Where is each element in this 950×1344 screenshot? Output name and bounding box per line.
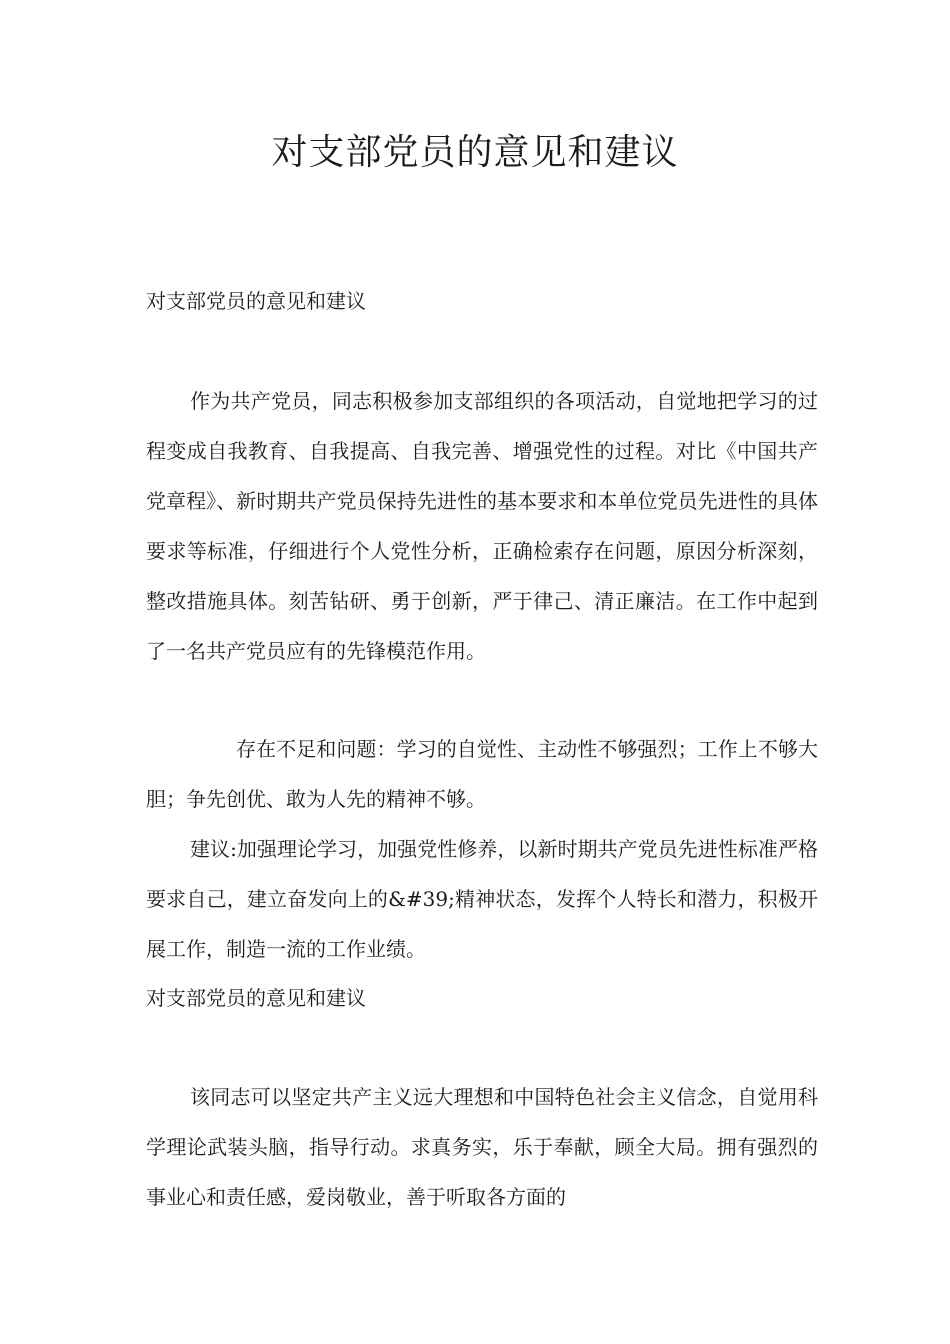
section-heading-1: 对支部党员的意见和建议 (146, 289, 366, 313)
document-title: 对支部党员的意见和建议 (271, 132, 679, 173)
section-heading-2: 对支部党员的意见和建议 (146, 986, 366, 1010)
section-1-paragraph-2: 存在不足和问题：学习的自觉性、主动性不够强烈；工作上不够大胆；争先创优、敢为人先的精神不够。 (146, 737, 818, 811)
section-1-paragraph-1: 作为共产党员，同志积极参加支部组织的各项活动，自觉地把学习的过程变成自我教育、自我提高、自我完善、增强党性的过程。对比《中国共产党章程》、新时期共产党员保持先进性的基本要求和本单位党员先进性的具体要求等标准，仔细进行个人党性分析，正确检索存在问题，原因分析深刻，整改措施具体。刻苦钻研、勇于创新，严于律己、清正廉洁。在工作中起到了一名共产党员应有的先锋模范作用。 (146, 389, 818, 663)
section-1-paragraph-3: 建议:加强理论学习，加强党性修养，以新时期共产党员先进性标准严格要求自己，建立奋发向上的&#39;精神状态，发挥个人特长和潜力，积极开展工作，制造一流的工作业绩。 (146, 837, 818, 961)
section-2-paragraph-1: 该同志可以坚定共产主义远大理想和中国特色社会主义信念，自觉用科学理论武装头脑，指导行动。求真务实，乐于奉献，顾全大局。拥有强烈的事业心和责任感，爱岗敬业，善于听取各方面的 (146, 1085, 818, 1209)
